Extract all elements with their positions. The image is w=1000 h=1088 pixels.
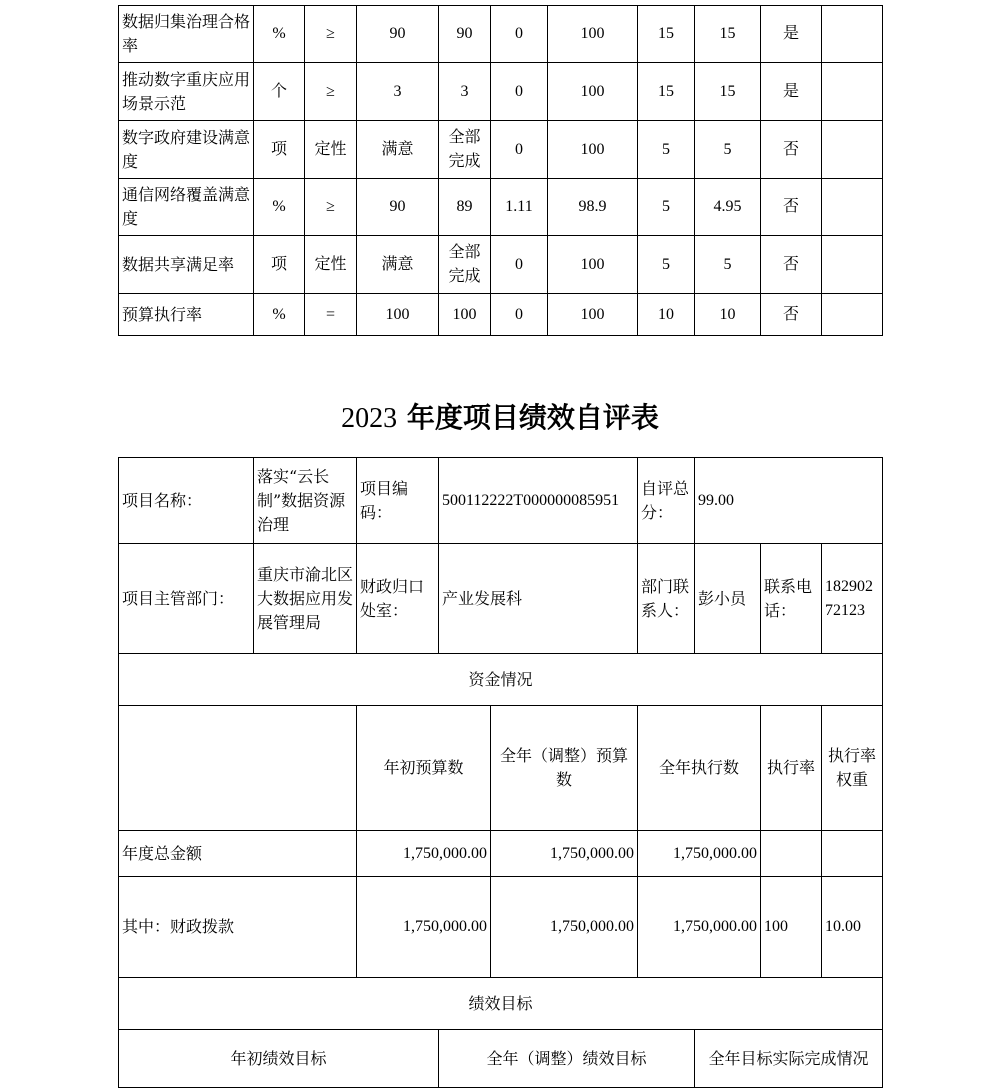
rate-cell: 100: [548, 294, 638, 336]
funds-row-total: [119, 831, 883, 877]
score-cell: 15: [695, 6, 761, 63]
funds-header-row: [119, 706, 883, 831]
funds-header-blank: [119, 706, 357, 831]
indicator-row: [119, 294, 883, 336]
project-name: 落实“云长制”数据资源治理: [254, 458, 357, 544]
header-rate-weight: 执行率权重: [822, 706, 883, 831]
indicator-name: 数据共享满足率: [119, 236, 254, 294]
unit-cell: 个: [254, 63, 305, 121]
key-indicator-cell: 是: [761, 6, 822, 63]
key-indicator-cell: 否: [761, 294, 822, 336]
page-title: [0, 398, 1000, 439]
target-cell: 90: [357, 179, 439, 236]
indicator-row: [119, 63, 883, 121]
deviation-cell: 0: [491, 6, 548, 63]
project-name-label: 项目名称：: [119, 458, 254, 544]
funds-executed: 1,750,000.00: [638, 831, 761, 877]
funds-adjusted: 1,750,000.00: [491, 877, 638, 978]
project-row: [119, 458, 883, 544]
deviation-cell: 0: [491, 63, 548, 121]
sign-cell: ≥: [305, 179, 357, 236]
key-indicator-cell: 否: [761, 179, 822, 236]
phone-label: 联系电话：: [761, 544, 822, 654]
funds-row-label: 其中：财政拨款: [119, 877, 357, 978]
deviation-cell: 0: [491, 294, 548, 336]
target-cell: 100: [357, 294, 439, 336]
weight-cell: 10: [638, 294, 695, 336]
self-score-label: 自评总分：: [638, 458, 695, 544]
deviation-cell: 0: [491, 236, 548, 294]
indicator-row: [119, 6, 883, 63]
dept-label: 项目主管部门：: [119, 544, 254, 654]
target-cell: 90: [357, 6, 439, 63]
indicator-name: 通信网络覆盖满意度: [119, 179, 254, 236]
goal-initial-header: 年初绩效目标: [119, 1030, 439, 1088]
unit-cell: 项: [254, 121, 305, 179]
funds-row-fiscal: [119, 877, 883, 978]
funds-executed: 1,750,000.00: [638, 877, 761, 978]
unit-cell: %: [254, 294, 305, 336]
unit-cell: %: [254, 179, 305, 236]
score-cell: 15: [695, 63, 761, 121]
deviation-cell: 1.11: [491, 179, 548, 236]
indicator-row: [119, 236, 883, 294]
indicator-name: 预算执行率: [119, 294, 254, 336]
actual-cell: 100: [439, 294, 491, 336]
rate-cell: 100: [548, 6, 638, 63]
goals-header-row: [119, 1030, 883, 1088]
target-cell: 满意: [357, 236, 439, 294]
weight-cell: 5: [638, 179, 695, 236]
score-cell: 5: [695, 236, 761, 294]
indicator-name: 推动数字重庆应用场景示范: [119, 63, 254, 121]
note-cell: [822, 179, 883, 236]
project-code: 500112222T000000085951: [439, 458, 638, 544]
actual-cell: 3: [439, 63, 491, 121]
weight-cell: 5: [638, 121, 695, 179]
funds-section-title: 资金情况: [119, 654, 883, 706]
rate-cell: 100: [548, 121, 638, 179]
key-indicator-cell: 是: [761, 63, 822, 121]
goal-actual-header: 全年目标实际完成情况: [695, 1030, 883, 1088]
actual-cell: 全部完成: [439, 121, 491, 179]
weight-cell: 15: [638, 63, 695, 121]
sign-cell: 定性: [305, 121, 357, 179]
indicator-row: [119, 179, 883, 236]
actual-cell: 89: [439, 179, 491, 236]
target-cell: 满意: [357, 121, 439, 179]
funds-weight: 10.00: [822, 877, 883, 978]
note-cell: [822, 294, 883, 336]
dept-name: 重庆市渝北区大数据应用发展管理局: [254, 544, 357, 654]
phone-number: 18290272123: [822, 544, 883, 654]
score-cell: 10: [695, 294, 761, 336]
funds-initial: 1,750,000.00: [357, 877, 491, 978]
actual-cell: 90: [439, 6, 491, 63]
note-cell: [822, 121, 883, 179]
actual-cell: 全部完成: [439, 236, 491, 294]
evaluation-table: [118, 457, 883, 1088]
office-label: 财政归口处室：: [357, 544, 439, 654]
funds-rate: 100: [761, 877, 822, 978]
indicator-table: [118, 5, 883, 336]
note-cell: [822, 63, 883, 121]
title-text: 年度项目绩效自评表: [397, 401, 659, 434]
header-executed: 全年执行数: [638, 706, 761, 831]
note-cell: [822, 236, 883, 294]
funds-section-row: [119, 654, 883, 706]
key-indicator-cell: 否: [761, 236, 822, 294]
indicator-name: 数字政府建设满意度: [119, 121, 254, 179]
project-code-label: 项目编码：: [357, 458, 439, 544]
goal-adjusted-header: 全年（调整）绩效目标: [439, 1030, 695, 1088]
rate-cell: 98.9: [548, 179, 638, 236]
self-score: 99.00: [695, 458, 883, 544]
funds-rate: [761, 831, 822, 877]
header-initial-budget: 年初预算数: [357, 706, 491, 831]
score-cell: 5: [695, 121, 761, 179]
indicator-row: [119, 121, 883, 179]
header-exec-rate: 执行率: [761, 706, 822, 831]
weight-cell: 5: [638, 236, 695, 294]
score-cell: 4.95: [695, 179, 761, 236]
contact-name: 彭小员: [695, 544, 761, 654]
rate-cell: 100: [548, 63, 638, 121]
indicator-name: 数据归集治理合格率: [119, 6, 254, 63]
funds-weight: [822, 831, 883, 877]
contact-label: 部门联系人：: [638, 544, 695, 654]
sign-cell: ≥: [305, 63, 357, 121]
note-cell: [822, 6, 883, 63]
department-row: [119, 544, 883, 654]
sign-cell: ≥: [305, 6, 357, 63]
sign-cell: =: [305, 294, 357, 336]
header-adjusted-budget: 全年（调整）预算数: [491, 706, 638, 831]
rate-cell: 100: [548, 236, 638, 294]
goals-section-row: [119, 978, 883, 1030]
office-name: 产业发展科: [439, 544, 638, 654]
weight-cell: 15: [638, 6, 695, 63]
goals-section-title: 绩效目标: [119, 978, 883, 1030]
funds-adjusted: 1,750,000.00: [491, 831, 638, 877]
funds-row-label: 年度总金额: [119, 831, 357, 877]
title-year: 2023: [341, 403, 398, 434]
sign-cell: 定性: [305, 236, 357, 294]
unit-cell: %: [254, 6, 305, 63]
key-indicator-cell: 否: [761, 121, 822, 179]
target-cell: 3: [357, 63, 439, 121]
deviation-cell: 0: [491, 121, 548, 179]
unit-cell: 项: [254, 236, 305, 294]
funds-initial: 1,750,000.00: [357, 831, 491, 877]
